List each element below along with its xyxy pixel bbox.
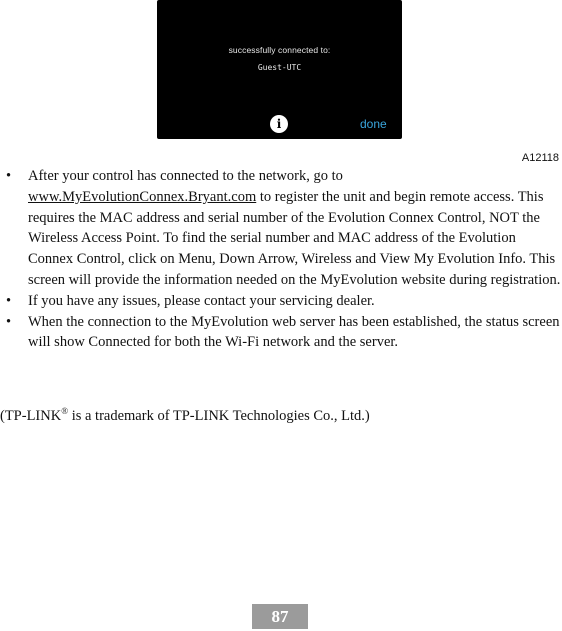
trademark-text-start: (TP-LINK [0, 407, 62, 424]
bullet-text: After your control has connected to the network, go to [28, 168, 343, 184]
connection-message: successfully connected to: [228, 45, 331, 55]
done-button: done [360, 117, 387, 131]
trademark-text-end: is a trademark of TP-LINK Technologies Co., Ltd.) [68, 407, 370, 424]
bullet-text: If you have any issues, please contact your servicing dealer. [28, 292, 375, 309]
website-link[interactable]: www.MyEvolutionConnex.Bryant.com [28, 188, 257, 205]
bullet-marker: • [6, 168, 12, 184]
bullet-text: When the connection to the MyEvolution web server has been established, the status screen will show Connected for both the Wi-Fi network and the server. [28, 313, 560, 351]
info-icon: i [270, 115, 288, 133]
bullet-list [0, 166, 562, 353]
trademark-note [0, 401, 370, 426]
network-name: Guest-UTC [257, 63, 302, 72]
registered-symbol: ® [61, 406, 69, 416]
bullet-text: to register the unit and begin remote access. This requires the MAC address and serial number of the Evolution Connex Control, NOT the Wireless Access Point. To find the serial number and MAC address of the Evolution Connex Control, click on Menu, Down Arrow, Wireless and View My Evolution Info. This screen will provide the information needed on the MyEvolution website during registration. [28, 188, 561, 288]
bullet-marker: • [6, 313, 12, 330]
list-item [0, 312, 562, 354]
page-number: 87 [252, 604, 308, 629]
figure-id: A12118 [521, 152, 559, 164]
bullet-marker: • [6, 292, 12, 309]
list-item [0, 291, 562, 312]
thermostat-screen-image [157, 0, 402, 139]
list-item [0, 166, 562, 291]
